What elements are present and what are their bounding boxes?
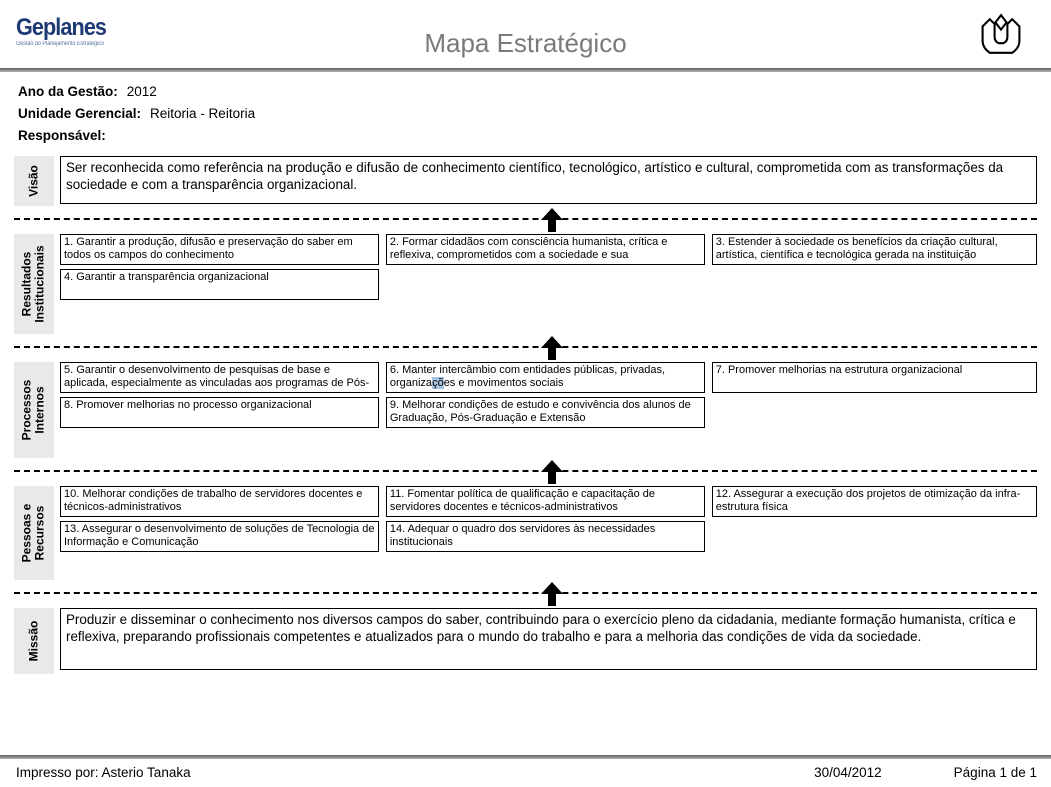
separator-2: [14, 335, 1037, 360]
section-pessoas-label: Pessoas e Recursos: [19, 503, 47, 563]
meta-responsible: [18, 128, 1033, 143]
meta-year: [18, 84, 1033, 99]
report-header: [0, 0, 1051, 68]
section-processos-label: Processos Internos: [19, 379, 47, 441]
dashed-line: [14, 470, 1037, 472]
section-visao-label: Visão: [26, 165, 41, 197]
objective-box-9: 9. Melhorar condições de estudo e convivência dos alunos de Graduação, Pós-Graduação e Extensão: [386, 397, 705, 428]
up-arrow-icon: [541, 208, 563, 232]
section-missao-label: Missão: [26, 620, 41, 662]
objective-box-6-text: 6. Manter intercâmbio com entidades públicas, privadas, organiza: [389, 364, 665, 390]
section-resultados-content: [60, 234, 1037, 334]
objective-box-13: 13. Assegurar o desenvolvimento de soluções de Tecnologia de Informação e Comunicação: [60, 521, 379, 552]
text-selection-highlight: çõ: [432, 377, 444, 390]
objective-box-4: 4. Garantir a transparência organizacional: [60, 269, 379, 300]
meta-responsible-label: Responsável:: [18, 128, 106, 143]
footer-text-row: [0, 759, 1051, 780]
section-pessoas-content: [60, 486, 1037, 580]
objective-box-12: 12. Assegurar a execução dos projetos de otimização da infra-estrutura física: [712, 486, 1037, 517]
section-visao-label-band: [14, 156, 54, 206]
dashed-line: [14, 218, 1037, 220]
section-pessoas-label-band: [14, 486, 54, 580]
objective-box-6-text: es e movimentos sociais: [443, 377, 564, 390]
report-meta: [0, 72, 1051, 154]
section-visao: [14, 156, 1037, 206]
objective-box-5: 5. Garantir o desenvolvimento de pesquisas de base e aplicada, especialmente as vinculadas aos programas de Pós-: [60, 362, 379, 393]
objective-box-10: 10. Melhorar condições de trabalho de servidores docentes e técnicos-administrativos: [60, 486, 379, 517]
separator-1: [14, 207, 1037, 232]
geplanes-logo-text: Geplanes: [16, 14, 107, 41]
objective-box-3: 3. Estender à sociedade os benefícios da criação cultural, artística, científica e tecnológica gerada na instituição: [712, 234, 1037, 265]
section-pessoas: [14, 486, 1037, 580]
report-footer: [0, 755, 1051, 780]
geplanes-logo-subtitle: Gestão do Planejamento Estratégico: [16, 41, 104, 47]
dashed-line: [14, 592, 1037, 594]
print-date: 30/04/2012: [814, 765, 882, 780]
up-arrow-icon: [541, 460, 563, 484]
objective-box-14: 14. Adequar o quadro dos servidores às necessidades institucionais: [386, 521, 705, 552]
page-title: Mapa Estratégico: [424, 28, 627, 58]
dashed-line: [14, 346, 1037, 348]
meta-unit: [18, 106, 1033, 121]
meta-unit-value: Reitoria - Reitoria: [150, 106, 256, 121]
section-missao-content: [60, 608, 1037, 674]
section-processos-content: [60, 362, 1037, 458]
objective-box-7: 7. Promover melhorias na estrutura organizacional: [712, 362, 1037, 393]
objective-box-6: [386, 362, 705, 393]
objective-box-2: 2. Formar cidadãos com consciência humanista, crítica e reflexiva, comprometidos com a sociedade e sua: [386, 234, 705, 265]
separator-3: [14, 459, 1037, 484]
objective-box-11: 11. Fomentar política de qualificação e capacitação de servidores docentes e técnicos-administrativos: [386, 486, 705, 517]
printed-by: Impresso por: Asterio Tanaka: [16, 765, 191, 780]
section-resultados: [14, 234, 1037, 334]
meta-unit-label: Unidade Gerencial:: [18, 106, 142, 121]
section-resultados-label: Resultados Institucionais: [19, 245, 47, 323]
section-missao: [14, 608, 1037, 674]
section-missao-label-band: [14, 608, 54, 674]
unirio-logo-icon: [975, 12, 1027, 65]
objective-box-1: 1. Garantir a produção, difusão e preservação do saber em todos os campos do conhecimento: [60, 234, 379, 265]
section-processos-label-band: [14, 362, 54, 458]
section-resultados-label-band: [14, 234, 54, 334]
objective-box-8: 8. Promover melhorias no processo organizacional: [60, 397, 379, 428]
meta-year-value: 2012: [126, 84, 157, 99]
section-processos: [14, 362, 1037, 458]
visao-statement-box: Ser reconhecida como referência na produção e difusão de conhecimento científico, tecnológico, artístico e cultural, comprometida com as transformações da sociedade e com a transparência organizacional.: [60, 156, 1037, 204]
meta-year-label: Ano da Gestão:: [18, 84, 118, 99]
page-number: Página 1 de 1: [953, 765, 1037, 780]
section-visao-content: [60, 156, 1037, 206]
missao-statement-box: Produzir e disseminar o conhecimento nos diversos campos do saber, contribuindo para o exercício pleno da cidadania, mediante formação humanista, crítica e reflexiva, preparando profissionais competentes e atualizados para o mundo do trabalho e para a melhoria das condições de vida da sociedade.: [60, 608, 1037, 670]
up-arrow-icon: [541, 336, 563, 360]
up-arrow-icon: [541, 582, 563, 606]
separator-4: [14, 581, 1037, 606]
